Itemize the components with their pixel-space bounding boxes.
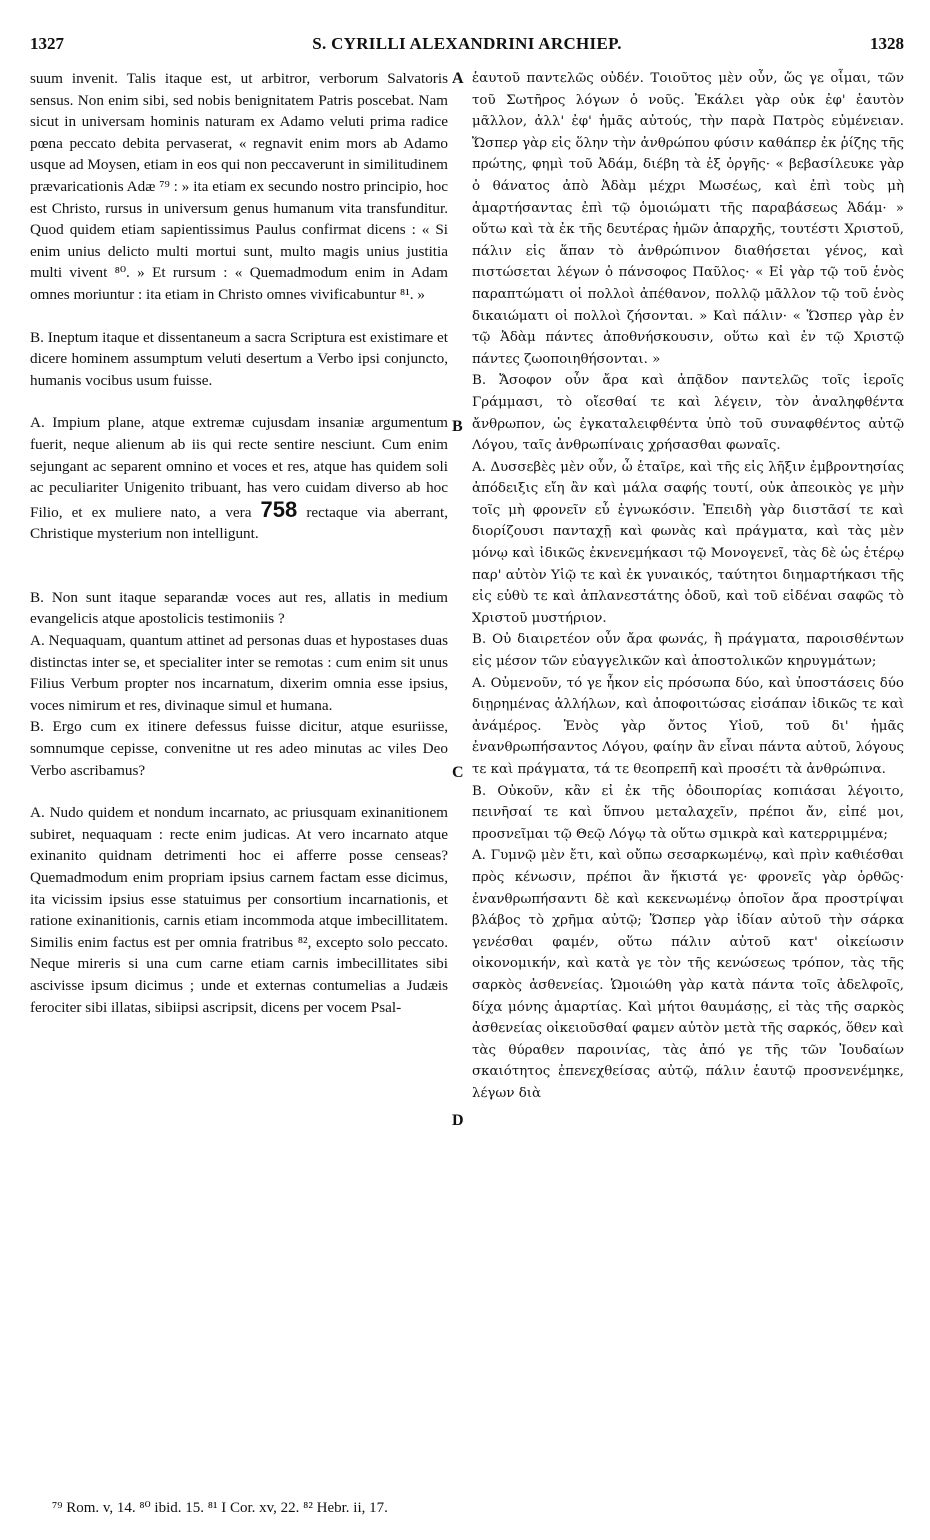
greek-paragraph: Β. Ἄσοφον οὖν ἄρα καὶ ἀπᾷδον παντελῶς τοῖς ἱεροῖς Γράμμασι, τὸ οἴεσθαί τε καὶ λέγειν, τὸν ἀναληφθέντα ἄνθρωπον, ὡς ἐγκαταλειφθέντα ὑπὸ τοῦ συναφθέντος αὐτῷ Λόγου, ταῖς ἀνθρωπίναις χρήσασθαι φωναῖς. [472,373,904,454]
greek-paragraph: Α. Οὐμενοῦν, τό γε ἧκον εἰς πρόσωπα δύο, καὶ ὑποστάσεις δύο διῃρημένας ἀλλήλων, καὶ ἀποφοιτώσας εἰσάπαν ἰδικῶς τε καὶ ἀνάμέρος. Ἑνὸς γὰρ ὄντος Υἱοῦ, τοῦ δι' ἡμᾶς ἐνανθρωπήσαντος Λόγου, φαίην ἂν εἶναι πάντα αὐτοῦ, λόγους τε καὶ πράγματα, τά τε θεοπρεπῆ καὶ προσέτι τὰ ἀνθρώπινα. [472,675,904,777]
latin-paragraph: A. Nequaquam, quantum attinet ad personas duas et hypostases duas distinctas inter se, et specialiter inter se remotas : cum enim sit unus Filius Verbum propter nos incarnatum, dixerim omnia esse ipsius, voces nimirum et res, divinaque simul et humana. [30,632,448,714]
latin-text: rectaque via aberrant, Christique mysterium non intelligunt. [30,503,449,543]
greek-paragraph: Β. Οὐ διαιρετέον οὖν ἄρα φωνάς, ἢ πράγματα, παροισθέντων εἰς μέσον τῶν εὐαγγελικῶν καὶ ἀποστολικῶν κηρυγμάτων; [472,632,904,670]
latin-paragraph: B. Ineptum itaque et dissentaneum a sacra Scriptura est existimare et dicere hominem assumptum veluti desertum a Verbo ipsi conjuncto, humanis vocibus usum fuisse. [30,328,448,389]
latin-paragraph: B. Non sunt itaque separandæ voces aut res, allatis in medium evangelicis atque apostolicis testimoniis ? [30,588,448,628]
greek-column [472,68,904,1105]
column-number-marker: 758 [260,496,298,522]
margin-marker-b: B [452,418,463,435]
greek-paragraph: Α. Δυσσεβὲς μὲν οὖν, ὦ ἑταῖρε, καὶ τῆς εἰς λῆξιν ἐμβροντησίας ἀπόδειξις εἴη ἂν καὶ μάλα σαφής τουτί, οὐκ ἀπεοικὸς γε μὴν τοῖς μὴ φρονεῖν εὖ ἐγνωκόσιν. Ἐπειδὴ γὰρ διιστᾶσί τε καὶ διορίζουσι πανταχῇ καὶ φωνὰς καὶ πράγματα, καὶ τὰς μὲν μόνῳ καὶ ἰδικῶς ἐκνενεμήκασι τῷ Μονογενεῖ, τὰς δὲ ὡς ἑτέρῳ παρ' αὐτὸν Υἱῷ τε καὶ ἐκ γυναικός, ταύτητοι διημαρτήκασι τῆς εἰς εὐθὺ τε καὶ ἀπλανεστάτης ὁδοῦ, καὶ τοῦ εἰδέναι σαφῶς τὸ Χριστοῦ μυστήριον. [472,459,904,626]
margin-marker-c: C [452,764,464,781]
greek-paragraph: Β. Οὐκοῦν, κἂν εἰ ἐκ τῆς ὁδοιπορίας κοπιάσαι λέγοιτο, πεινῆσαί τε καὶ ὕπνου μεταλαχεῖν, πρέποι ἄν, εἰπέ μοι, προσνεῖμαι τῷ Θεῷ Λόγῳ τὰ οὕτω σμικρὰ καὶ κατερριμμένα; [472,783,904,842]
page-title: S. CYRILLI ALEXANDRINI ARCHIEP. [312,34,622,53]
latin-paragraph [30,412,448,545]
running-header [30,34,904,60]
right-column-number: 1328 [870,34,904,53]
latin-column [30,68,448,1039]
latin-paragraph: A. Nudo quidem et nondum incarnato, ac priusquam exinanitionem subiret, nequaquam : recte enim judicas. At vero incarnato atque exinanito quidnam detrimenti hoc ei afferre posse censeas? Quemadmodum enim propriam ipsius carnem factam esse dicimus, ita vicissim ipsius esse statuimus per consortium incarnationis, et ratione exinanitionis, carnis etiam incommoda atque imbecillitatem. Similis enim factus est per omnia fratribus ⁸², excepto solo peccato. Neque mireris si una cum carne etiam carnis imbecillitates sibi ascivisse ipsum dicimus ; unde et externas contumelias a Judæis ferociter sibi illatas, sibiipsi ascripsit, dicens per vocem Psal- [30,804,448,1016]
greek-paragraph: Α. Γυμνῷ μὲν ἔτι, καὶ οὔπω σεσαρκωμένῳ, καὶ πρὶν καθιέσθαι πρὸς κένωσιν, πρέποι ἂν ἥκιστά γε· φρονεῖς γὰρ ὀρθῶς· ἐνανθρωπήσαντι δὲ καὶ κεκενωμένῳ ὁποῖον ἄρα προστρίψαι βλάβος τὸ χρῆμα αὐτῷ; Ὥσπερ γὰρ ἰδίαν αὐτοῦ τὴν σάρκα γενέσθαι φαμέν, οὕτω πάλιν αὐτοῦ κατ' οἰκείωσιν οἰκονομικήν, καὶ κατὰ γε τὸν τῆς κενώσεως τρόπον, τὰς τῆς σαρκὸς ἀσθενείας. Ὡμοιώθη γὰρ κατὰ πάντα τοῖς ἀδελφοῖς, δίχα μόνης ἁμαρτίας. Καὶ μήτοι θαυμάσῃς, εἰ τὰς τῆς σαρκὸς ἀσθενείας οἰκειοῦσθαί φαμεν αὐτὸν μετὰ τῆς σαρκός, ὅθεν καὶ τὰς θύραθεν παροινίας, τὰς ἀπό γε τῆς τῶν Ἰουδαίων σκαιότητος ἐπενεχθείσας αὐτῷ, πάλιν ἑαυτῷ προσνενέμηκε, λέγων διὰ [472,848,904,1101]
left-column-number: 1327 [30,34,64,53]
greek-paragraph: ἑαυτοῦ παντελῶς οὐδέν. Τοιοῦτος μὲν οὖν, ὥς γε οἶμαι, τῶν τοῦ Σωτῆρος λόγων ὁ νοῦς. Ἐκάλει γὰρ οὐκ ἐφ' ἑαυτὸν μᾶλλον, ἀλλ' ἐφ' ἡμᾶς αὐτούς, τὴν παρὰ Πατρὸς εὐμένειαν. Ὥσπερ γὰρ εἰς ὅλην τὴν ἀνθρώπου φύσιν καθάπερ ἐκ ῥίζης τῆς πρώτης, φημὶ τοῦ Ἀδάμ, διέβη τὰ ἐξ ὀργῆς· « βεβασίλευκε γὰρ ὁ θάνατος ἀπὸ Ἀδὰμ μέχρι Μωσέως, καὶ ἐπὶ τοὺς μὴ ἁμαρτήσαντας ἐπὶ τῷ ὁμοιώματι τῆς παραβάσεως Ἀδάμ· » οὕτω καὶ τὰ ἐκ τῆς δευτέρας ἡμῶν ἀπαρχῆς, τουτέστι Χριστοῦ, πάλιν εἰς ἅπαν τὸ ἀνθρώπινον διαθήσεται γένος, καὶ πιστώσεται λέγων ὁ πάνσοφος Παῦλος· « Εἰ γὰρ τῷ τοῦ ἑνὸς παραπτώματι οἱ πολλοὶ ἀπέθανον, πολλῷ μᾶλλον τῷ τοῦ ἑνὸς δικαιώματι οἱ πολλοὶ ζήσονται. » Καὶ πάλιν· « Ὥσπερ γὰρ ἐν τῷ Ἀδὰμ πάντες ἀποθνήσκουσιν, οὕτω καὶ ἐν τῷ Χριστῷ πάντες ζωοποιηθήσονται. » [472,71,904,367]
latin-text: A. Impium plane, atque extremæ cujusdam insaniæ argumentum fuerit, neque alienum ab iis qui recte sentire nesciunt. Cum enim sejungant ac separent omnino et voces et res, atque has quidem soli ac peculiariter Unigenito tribuant, has vero cuidam diverso ab hoc Filio, et ex muliere nato, a vera [30,414,448,521]
footnotes: ⁷⁹ Rom. v, 14. ⁸⁰ ibid. 15. ⁸¹ I Cor. xv, 22. ⁸² Hebr. ii, 17. [52,1500,388,1516]
latin-paragraph: suum invenit. Talis itaque est, ut arbitror, verborum Salvatoris sensus. Non enim sibi, sed nobis benignitatem Patris poscebat. Nam sicut in universam hominis naturam ex Adamo veluti prima radice pœna peccato debita pervaserat, « regnavit enim mors ab Adamo usque ad Moysen, etiam in eos qui non peccaverunt in similitudinem prævaricationis Adæ ⁷⁹ : » ita etiam ex secundo nostro principio, hoc est Christo, rursus in universum genus humanum vita transfunditur. Quod quidem etiam sapientissimus Paulus confirmat dicens : « Si enim unius delicto multi mortui sunt, multo magis unius justitia multi vivent ⁸⁰. » Et rursum : « Quemadmodum enim in Adam omnes moriuntur : ita etiam in Christo omnes vivificabuntur ⁸¹. » [30,70,448,303]
margin-marker-a: A [452,70,464,87]
latin-paragraph: B. Ergo cum ex itinere defessus fuisse dicitur, atque esuriisse, somnumque cepisse, convenitne ut res adeo minutas ac viles Deo Verbo ascribamus? [30,718,448,779]
margin-marker-d: D [452,1112,464,1129]
